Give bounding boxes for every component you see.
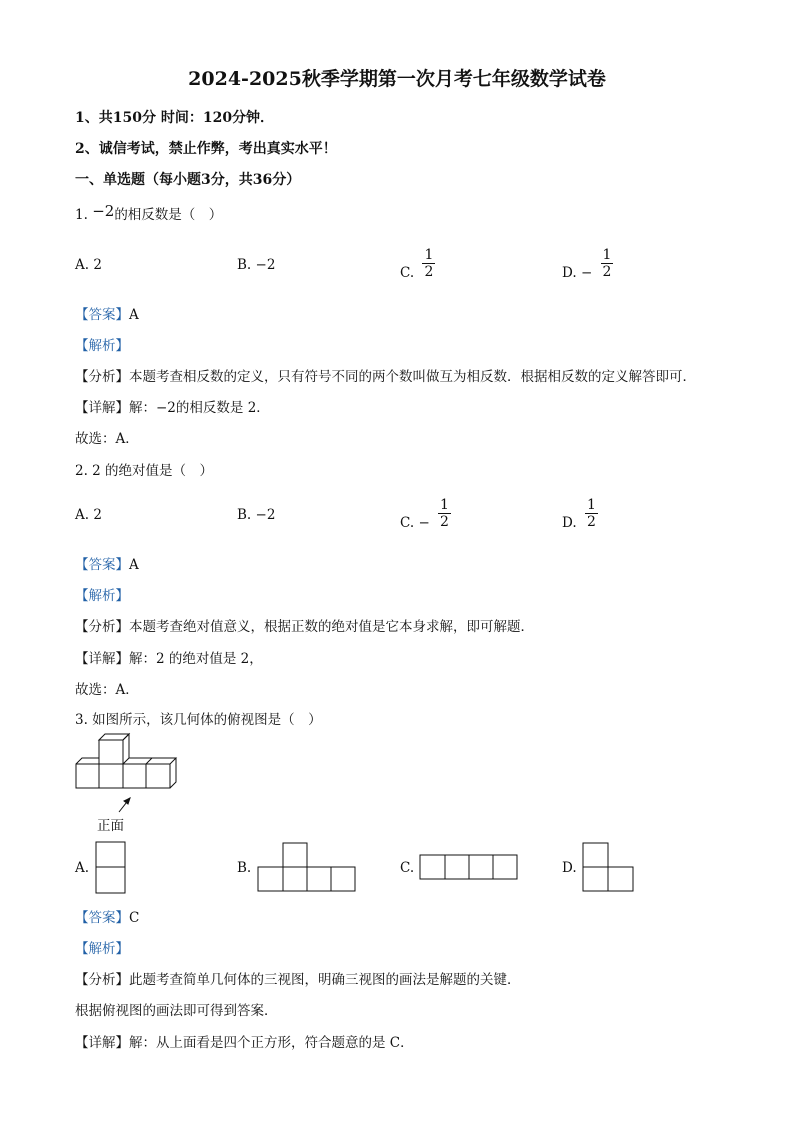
q3-fenxi-tag: 【分析】	[75, 972, 129, 988]
q2-d-den: 2	[586, 514, 596, 530]
q2-detail	[75, 647, 263, 667]
q2-fenxi-tag: 【分析】	[75, 619, 129, 635]
q3-answer	[75, 906, 139, 926]
q3-detail-text: 解：从上面看是四个正方形，符合题意的是 C．	[129, 1035, 414, 1051]
q1-math: −2	[92, 202, 115, 220]
q2-option-c	[400, 497, 451, 530]
q2-option-d-label: D.	[562, 515, 577, 531]
q2-option-c-sign: −	[418, 515, 430, 531]
q2-answer-value: A	[129, 557, 139, 573]
q1-option-d-sign: −	[580, 265, 593, 281]
q3-fenxi	[75, 968, 521, 988]
q3-arrow-head	[124, 798, 130, 804]
q1-option-c-fraction	[422, 247, 435, 280]
q3-option-a-figure	[96, 842, 126, 894]
q1-answer-tag: 【答案】	[75, 307, 129, 323]
q1-d-num: 1	[602, 247, 612, 263]
q3-option-d-label: D.	[562, 860, 577, 876]
q1-option-a: A. 2	[75, 257, 102, 273]
q3-front-label: 正面	[97, 818, 124, 834]
q3-cube-1	[76, 764, 99, 788]
q2-option-d	[562, 497, 598, 530]
q3-option-c-label: C.	[400, 860, 415, 876]
q3-detail	[75, 1031, 414, 1051]
q3-option-b-figure	[258, 843, 358, 893]
q2-analysis-tag: 【解析】	[75, 588, 129, 604]
q3-cube-2	[99, 764, 123, 788]
q1-fenxi-text: 本题考查相反数的定义，只有符号不同的两个数叫做互为相反数．根据相反数的定义解答即可．	[129, 369, 696, 385]
q1-fenxi-tag: 【分析】	[75, 369, 129, 385]
q1-answer-value: A	[129, 307, 139, 323]
q1-detail-text: 解：−2的相反数是 2．	[129, 400, 270, 416]
q1-analysis-tag: 【解析】	[75, 338, 129, 354]
q3-stem: 3. 如图所示，该几何体的俯视图是（ ）	[75, 712, 322, 728]
q1-detail-tag: 【详解】	[75, 400, 129, 416]
page-title: 2024-2025秋季学期第一次月考七年级数学试卷	[188, 68, 606, 90]
q1-option-c-label: C.	[400, 265, 415, 281]
q1-fenxi	[75, 365, 696, 385]
q1-detail	[75, 396, 270, 416]
q2-fenxi-text: 本题考查绝对值意义，根据正数的绝对值是它本身求解，即可解题．	[129, 619, 534, 635]
q3-cube-3	[123, 764, 146, 788]
q3-row-top-right	[152, 758, 176, 764]
q1-option-d	[562, 247, 613, 280]
q2-option-d-fraction	[585, 497, 598, 530]
q2-option-c-label: C.	[400, 515, 415, 531]
section-heading: 一、单选题（每小题3分，共36分）	[75, 172, 301, 188]
q3-answer-value: C	[129, 910, 140, 926]
q2-d-num: 1	[586, 497, 596, 513]
q3-answer-tag: 【答案】	[75, 910, 129, 926]
q2-c-num: 1	[440, 497, 449, 513]
q2-fenxi	[75, 615, 534, 635]
q3-option-b-label: B.	[237, 860, 252, 876]
q1-number: 1.	[75, 207, 88, 223]
q2-detail-tag: 【详解】	[75, 651, 129, 667]
q2-answer-tag: 【答案】	[75, 557, 129, 573]
q3-row-top-mid	[129, 758, 152, 764]
q3-detail-tag: 【详解】	[75, 1035, 129, 1051]
q2-detail-text: 解：2 的绝对值是 2，	[129, 651, 263, 667]
q3-option-a-label: A.	[75, 860, 90, 876]
note-1: 1、共150分 时间：120分钟．	[75, 110, 275, 126]
q2-option-c-fraction	[438, 497, 451, 530]
note-2: 2、诚信考试，禁止作弊，考出真实水平！	[75, 141, 337, 157]
q3-top-cube-front	[99, 740, 123, 764]
q1-option-d-fraction	[601, 247, 614, 280]
q3-fenxi-text: 此题考查简单几何体的三视图，明确三视图的画法是解题的关键．	[129, 972, 521, 988]
q2-option-b: B. −2	[237, 507, 276, 523]
q3-option-c-figure	[420, 855, 520, 881]
q3-row-top-left	[76, 758, 99, 764]
q3-cube-4	[146, 764, 170, 788]
q3-option-d-figure	[583, 843, 635, 893]
q1-stem	[75, 203, 222, 223]
q1-option-d-label: D.	[562, 265, 577, 281]
q1-option-c	[400, 247, 435, 280]
q1-d-den: 2	[602, 264, 612, 280]
q1-choose: 故选：A．	[75, 431, 139, 447]
q1-c-num: 1	[424, 247, 434, 263]
q2-option-a: A. 2	[75, 507, 102, 523]
q1-stem-text: 的相反数是（ ）	[114, 207, 223, 223]
q1-answer	[75, 303, 139, 323]
q1-option-b: B. −2	[237, 257, 276, 273]
q2-choose: 故选：A．	[75, 682, 139, 698]
q1-c-den: 2	[424, 264, 434, 280]
q3-solid-figure	[70, 732, 190, 822]
q3-top-cube-side	[123, 734, 129, 764]
q2-stem: 2. 2 的绝对值是（ ）	[75, 463, 214, 479]
q3-analysis-tag: 【解析】	[75, 941, 129, 957]
q3-fenxi-2: 根据俯视图的画法即可得到答案．	[75, 1003, 278, 1019]
q2-c-den: 2	[440, 514, 449, 530]
q2-answer	[75, 553, 139, 573]
